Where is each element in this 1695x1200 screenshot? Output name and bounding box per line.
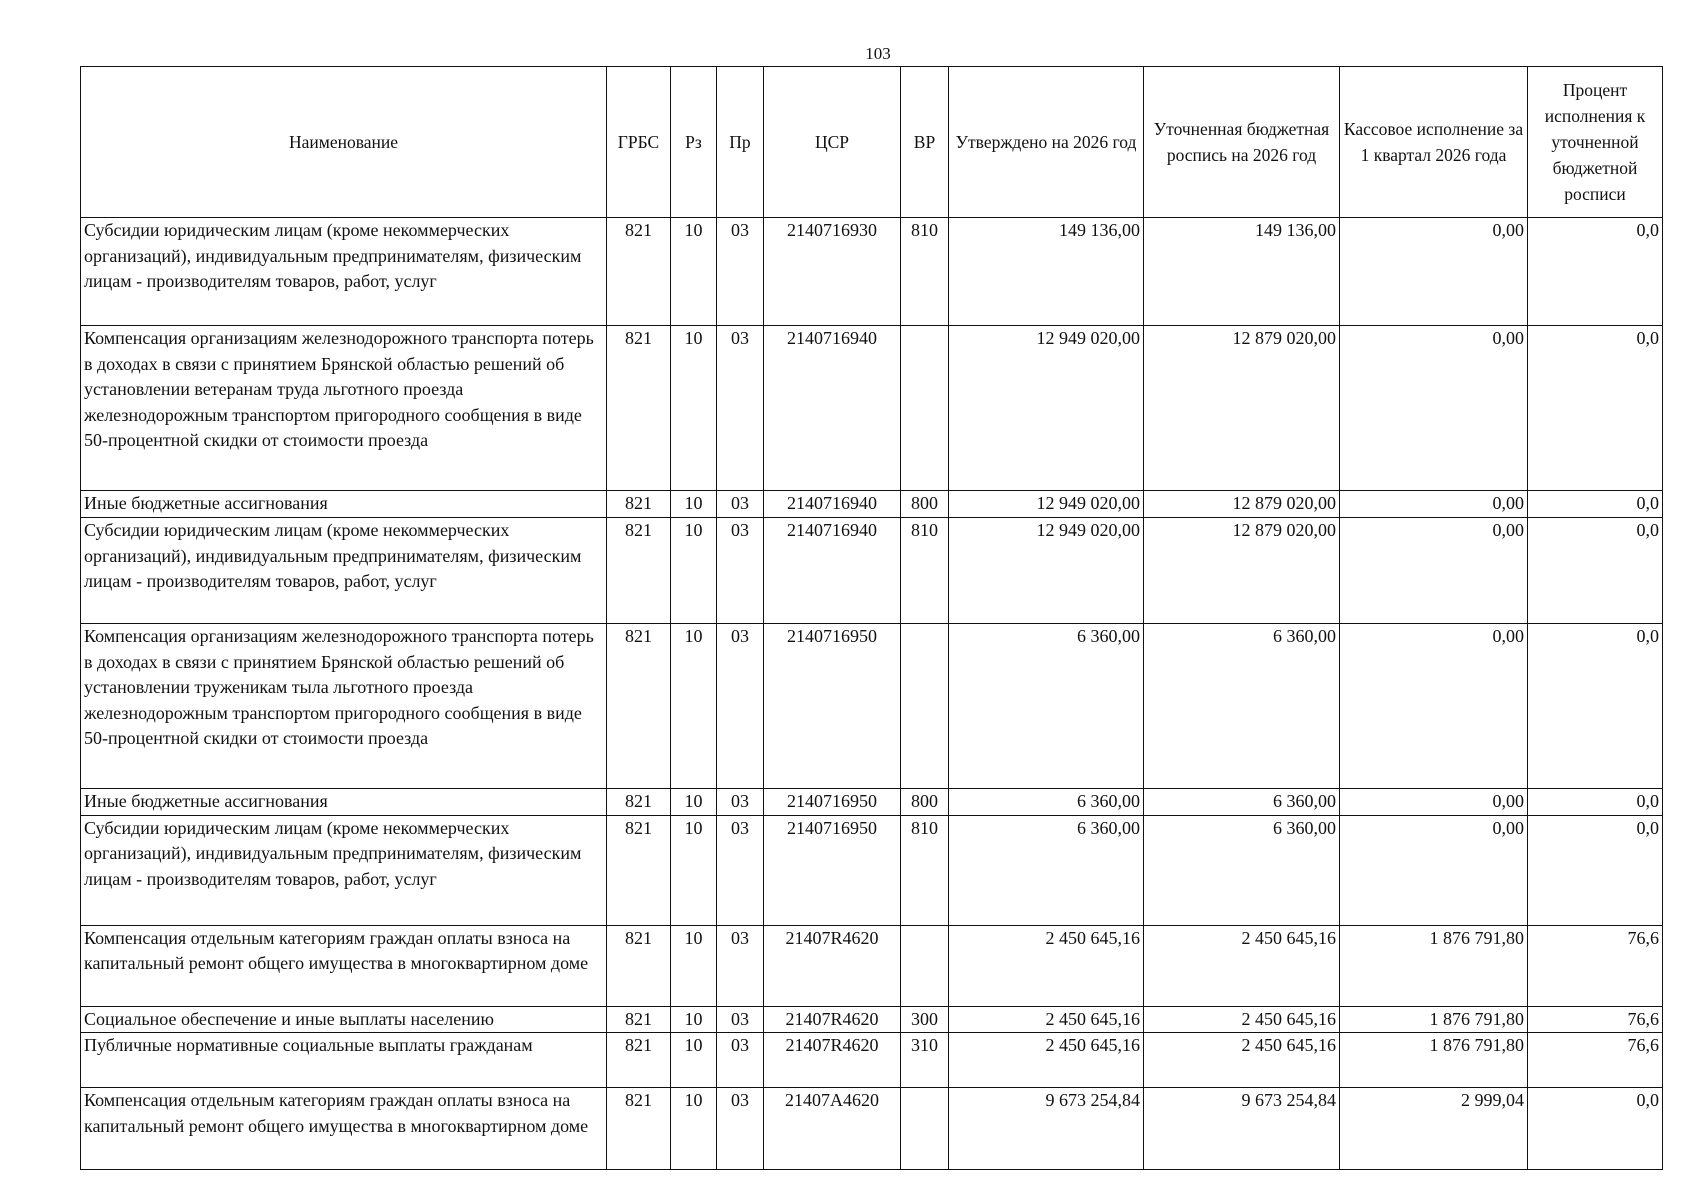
cell-percent: 76,6 [1528,925,1663,1006]
cell-csr: 2140716940 [764,326,901,491]
cell-rz: 10 [671,491,717,518]
cell-percent: 76,6 [1528,1006,1663,1033]
cell-cash: 0,00 [1340,815,1528,925]
cell-cash: 0,00 [1340,491,1528,518]
table-row [81,326,1663,491]
cell-name: Субсидии юридическим лицам (кроме некоммерческих организаций), индивидуальным предпринимателям, физическим лицам - производителям товаров, работ, услуг [81,518,607,624]
cell-vr: 300 [901,1006,949,1033]
cell-name: Социальное обеспечение и иные выплаты населению [81,1006,607,1033]
cell-refined: 6 360,00 [1144,815,1340,925]
cell-cash: 0,00 [1340,789,1528,816]
cell-pr: 03 [717,326,764,491]
cell-name: Компенсация организациям железнодорожного транспорта потерь в доходах в связи с принятием Брянской областью решений об установлении труженикам тыла льготного проезда железнодорожным транспортом пригородного сообщения в виде 50-процентной скидки от стоимости проезда [81,624,607,789]
table-row [81,491,1663,518]
cell-name: Публичные нормативные социальные выплаты гражданам [81,1033,607,1088]
table-row [81,624,1663,789]
header-pr: Пр [717,67,764,218]
cell-cash: 1 876 791,80 [1340,1006,1528,1033]
page-number: 103 [865,44,891,63]
cell-vr: 310 [901,1033,949,1088]
cell-percent: 0,0 [1528,1088,1663,1170]
cell-name: Иные бюджетные ассигнования [81,491,607,518]
cell-refined: 6 360,00 [1144,624,1340,789]
cell-rz: 10 [671,815,717,925]
cell-approved: 12 949 020,00 [949,326,1144,491]
cell-cash: 0,00 [1340,624,1528,789]
cell-cash: 1 876 791,80 [1340,925,1528,1006]
cell-pr: 03 [717,815,764,925]
cell-cash: 2 999,04 [1340,1088,1528,1170]
cell-name: Субсидии юридическим лицам (кроме некоммерческих организаций), индивидуальным предпринимателям, физическим лицам - производителям товаров, работ, услуг [81,218,607,326]
cell-pr: 03 [717,1006,764,1033]
table-row [81,1006,1663,1033]
cell-rz: 10 [671,1006,717,1033]
cell-approved: 2 450 645,16 [949,1006,1144,1033]
cell-vr: 810 [901,815,949,925]
cell-grbs: 821 [607,326,671,491]
cell-name: Компенсация отдельным категориям граждан оплаты взноса на капитальный ремонт общего имущества в многоквартирном доме [81,1088,607,1170]
cell-approved: 149 136,00 [949,218,1144,326]
cell-approved: 6 360,00 [949,789,1144,816]
cell-approved: 12 949 020,00 [949,491,1144,518]
cell-cash: 0,00 [1340,518,1528,624]
table-row [81,815,1663,925]
cell-csr: 2140716950 [764,789,901,816]
cell-pr: 03 [717,518,764,624]
header-name: Наименование [81,67,607,218]
cell-rz: 10 [671,518,717,624]
header-refined: Уточненная бюджетная роспись на 2026 год [1144,67,1340,218]
cell-pr: 03 [717,925,764,1006]
cell-pr: 03 [717,789,764,816]
cell-name: Компенсация организациям железнодорожного транспорта потерь в доходах в связи с принятием Брянской областью решений об установлении ветеранам труда льготного проезда железнодорожным транспортом пригородного сообщения в виде 50-процентной скидки от стоимости проезда [81,326,607,491]
cell-vr: 800 [901,491,949,518]
cell-name: Субсидии юридическим лицам (кроме некоммерческих организаций), индивидуальным предпринимателям, физическим лицам - производителям товаров, работ, услуг [81,815,607,925]
header-grbs: ГРБС [607,67,671,218]
header-percent: Процент исполнения к уточненной бюджетной росписи [1528,67,1663,218]
cell-grbs: 821 [607,815,671,925]
cell-csr: 2140716930 [764,218,901,326]
cell-csr: 21407R4620 [764,925,901,1006]
cell-percent: 0,0 [1528,624,1663,789]
cell-approved: 6 360,00 [949,815,1144,925]
header-approved: Утверждено на 2026 год [949,67,1144,218]
table-row [81,518,1663,624]
cell-rz: 10 [671,1088,717,1170]
header-vr: ВР [901,67,949,218]
cell-vr [901,326,949,491]
table-body [81,218,1663,1170]
cell-grbs: 821 [607,1033,671,1088]
table-row [81,789,1663,816]
cell-pr: 03 [717,218,764,326]
cell-grbs: 821 [607,518,671,624]
cell-csr: 21407R4620 [764,1006,901,1033]
cell-grbs: 821 [607,1006,671,1033]
cell-grbs: 821 [607,1088,671,1170]
cell-percent: 0,0 [1528,326,1663,491]
cell-percent: 0,0 [1528,815,1663,925]
cell-approved: 9 673 254,84 [949,1088,1144,1170]
cell-csr: 21407A4620 [764,1088,901,1170]
cell-cash: 1 876 791,80 [1340,1033,1528,1088]
cell-csr: 21407R4620 [764,1033,901,1088]
cell-approved: 12 949 020,00 [949,518,1144,624]
header-csr: ЦСР [764,67,901,218]
budget-table [80,66,1663,1170]
cell-grbs: 821 [607,624,671,789]
cell-refined: 2 450 645,16 [1144,925,1340,1006]
cell-csr: 2140716950 [764,815,901,925]
cell-refined: 2 450 645,16 [1144,1033,1340,1088]
cell-refined: 2 450 645,16 [1144,1006,1340,1033]
cell-pr: 03 [717,1088,764,1170]
header-cash: Кассовое исполнение за 1 квартал 2026 года [1340,67,1528,218]
cell-vr: 800 [901,789,949,816]
cell-vr: 810 [901,218,949,326]
cell-vr [901,624,949,789]
cell-csr: 2140716940 [764,518,901,624]
cell-percent: 0,0 [1528,218,1663,326]
cell-name: Компенсация отдельным категориям граждан оплаты взноса на капитальный ремонт общего имущества в многоквартирном доме [81,925,607,1006]
header-rz: Рз [671,67,717,218]
cell-vr: 810 [901,518,949,624]
cell-refined: 149 136,00 [1144,218,1340,326]
cell-percent: 76,6 [1528,1033,1663,1088]
table-row [81,1033,1663,1088]
cell-csr: 2140716950 [764,624,901,789]
cell-pr: 03 [717,491,764,518]
table-row [81,925,1663,1006]
cell-grbs: 821 [607,218,671,326]
cell-vr [901,1088,949,1170]
cell-vr [901,925,949,1006]
cell-refined: 12 879 020,00 [1144,326,1340,491]
cell-rz: 10 [671,624,717,789]
header-row [81,67,1663,218]
table-row [81,1088,1663,1170]
cell-grbs: 821 [607,925,671,1006]
cell-cash: 0,00 [1340,326,1528,491]
cell-csr: 2140716940 [764,491,901,518]
cell-rz: 10 [671,1033,717,1088]
table-row [81,218,1663,326]
cell-pr: 03 [717,624,764,789]
cell-name: Иные бюджетные ассигнования [81,789,607,816]
cell-rz: 10 [671,218,717,326]
cell-refined: 12 879 020,00 [1144,518,1340,624]
cell-approved: 2 450 645,16 [949,925,1144,1006]
cell-rz: 10 [671,326,717,491]
cell-refined: 12 879 020,00 [1144,491,1340,518]
cell-pr: 03 [717,1033,764,1088]
cell-rz: 10 [671,925,717,1006]
cell-percent: 0,0 [1528,518,1663,624]
cell-cash: 0,00 [1340,218,1528,326]
cell-rz: 10 [671,789,717,816]
cell-percent: 0,0 [1528,789,1663,816]
cell-grbs: 821 [607,491,671,518]
cell-percent: 0,0 [1528,491,1663,518]
cell-refined: 6 360,00 [1144,789,1340,816]
cell-refined: 9 673 254,84 [1144,1088,1340,1170]
cell-approved: 2 450 645,16 [949,1033,1144,1088]
cell-approved: 6 360,00 [949,624,1144,789]
cell-grbs: 821 [607,789,671,816]
